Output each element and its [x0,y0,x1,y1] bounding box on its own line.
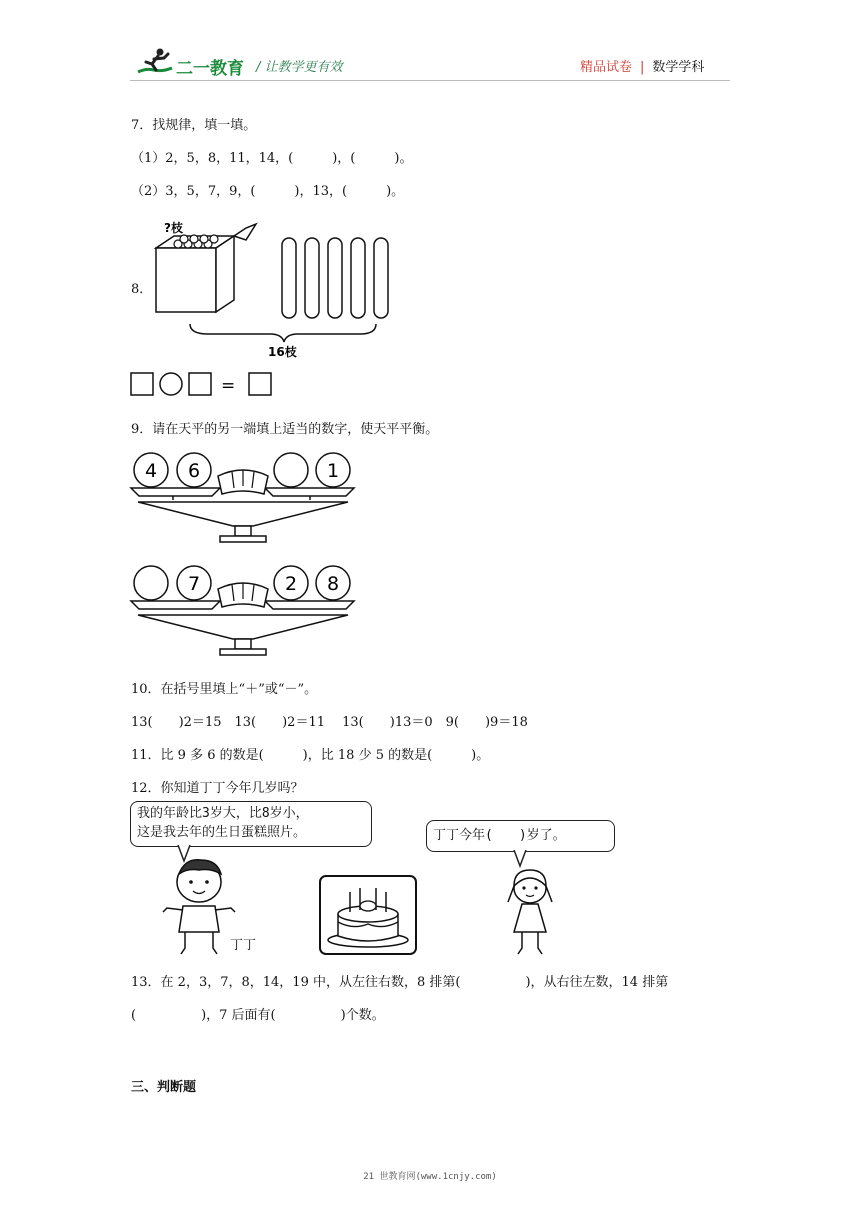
q13-line1: 13．在 2，3，7，8，14，19 中，从左往右数，8 排第( )，从右往左数，14 排第 [131,975,669,990]
q7-title: 7．找规律，填一填。 [131,118,257,133]
bubble1-line1: 我的年龄比3岁大，比8岁小， [137,806,309,821]
slogan: / 让教学更有效 [256,60,343,75]
equals-sign: = [221,376,236,396]
header-label: 精品试卷 [580,60,633,75]
boy-speech-bubble [130,801,372,847]
header-subject: 数学学科 [652,60,705,75]
header-right [580,56,704,75]
q13-line2: ( )，7 后面有( )个数。 [131,1008,385,1023]
girl-figure-icon [500,866,560,958]
q8-number: 8． [131,282,153,297]
pencil-tops [174,235,218,248]
answer-box-2[interactable] [189,373,211,395]
q12-title: 12．你知道丁丁今年几岁吗？ [131,781,304,796]
scale-2-right-weight-1: 2 [284,573,298,595]
q9-title: 9．请在天平的另一端填上适当的数字，使天平平衡。 [131,422,439,437]
bubble2-text: 丁丁今年( )岁了。 [433,828,566,843]
answer-box-1[interactable] [131,373,153,395]
logo-text: 二一教育 [176,59,244,79]
boy-name-label: 丁丁 [230,938,257,953]
operator-circle[interactable] [160,373,182,395]
scale-1-left-weight-1: 4 [144,460,158,482]
girl-speech-bubble [426,820,615,852]
q8-pencil-figure [148,210,398,360]
q8-total-label: 16枝 [268,345,297,359]
q7-line1: （1）2，5，8，11，14，( )，( )。 [131,151,413,166]
q8-answer-boxes [128,370,278,400]
q7-line2: （2）3，5，7，9，( )，13，( )。 [131,184,405,199]
q10-title: 10．在括号里填上“＋”或“－”。 [131,682,318,697]
q8-box-label: ?枝 [164,221,183,235]
q11-line: 11．比 9 多 6 的数是( )，比 18 少 5 的数是( )。 [131,748,490,763]
total-brace [190,324,376,342]
header-separator: | [640,60,645,75]
logo [136,46,176,82]
section-3-title: 三、判断题 [131,1080,197,1095]
scale-2-left-weight-2: 7 [187,573,201,595]
birthday-cake-photo-icon [318,874,418,956]
header-divider [130,80,730,81]
scale-1-left-weight-2: 6 [187,460,201,482]
q10-line: 13( )2＝15 13( )2＝11 13( )13＝0 9( )9＝18 [131,715,528,730]
balance-scale-1 [128,448,358,548]
page-footer: 21 世教育网(www.1cnjy.com) [363,1172,497,1182]
answer-box-3[interactable] [249,373,271,395]
scale-1-right-weight-2: 1 [326,460,340,482]
runner-logo-icon [136,46,176,78]
bubble1-line2: 这是我去年的生日蛋糕照片。 [137,825,307,840]
scale-2-right-weight-2: 8 [326,573,340,595]
balance-scale-2 [128,561,358,661]
loose-pencils [282,238,388,318]
